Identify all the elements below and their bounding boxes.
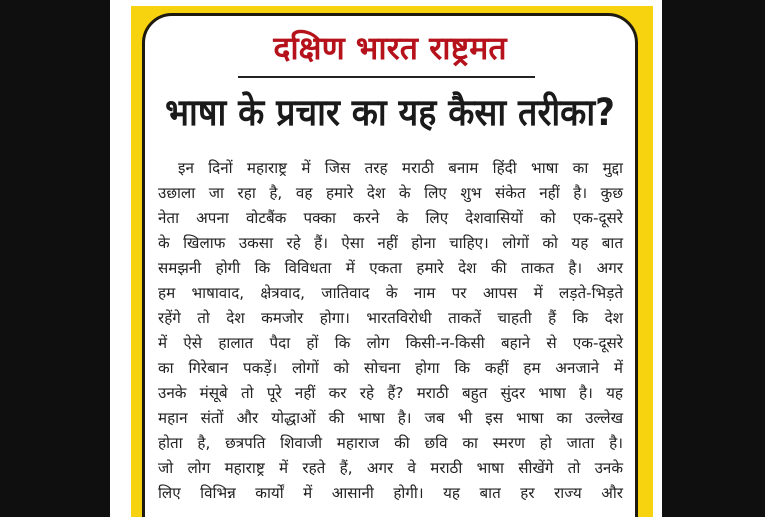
article-card <box>142 13 638 517</box>
body-line: उछाला जा रहा है, वह हमारे देश के लिए शुभ संकेत नहीं है। कुछ <box>158 184 623 202</box>
body-line: का गिरेबान पकड़ें। लोगों को सोचना होगा कि कहीं हम अनजाने में <box>158 359 623 377</box>
body-line: के खिलाफ उकसा रहे हैं। ऐसा नहीं होना चाहिए। लोगों को यह बात <box>158 234 623 252</box>
masthead-divider <box>238 76 535 78</box>
body-line: समझनी होगी कि विविधता में एकता हमारे देश की ताकत है। अगर <box>158 259 623 277</box>
body-line: होता है, छत्रपति शिवाजी महाराज की छवि का स्मरण हो जाता है। <box>158 434 623 452</box>
body-line: महान संतों और योद्धाओं की भाषा है। जब भी इस भाषा का उल्लेख <box>158 409 623 427</box>
body-line: में ऐसे हालात पैदा हों कि लोग किसी-न-किसी बहाने से एक-दूसरे <box>158 334 623 352</box>
article-body <box>158 156 623 506</box>
body-line: उनके मंसूबे तो पूरे नहीं कर रहे हैं? मराठी बहुत सुंदर भाषा है। यह <box>158 384 623 402</box>
body-line: इन दिनों महाराष्ट्र में जिस तरह मराठी बनाम हिंदी भाषा का मुद्दा <box>178 159 623 177</box>
body-line: जो लोग महाराष्ट्र में रहते हैं, अगर वे मराठी भाषा सीखेंगे तो उनके <box>158 459 623 477</box>
body-line: रहेंगे तो देश कमजोर होगा। भारतविरोधी ताकतें चाहती हैं कि देश <box>158 309 623 327</box>
masthead-title: दक्षिण भारत राष्ट्रमत <box>273 29 507 67</box>
article-headline: भाषा के प्रचार का यह कैसा तरीका? <box>165 91 615 134</box>
body-line: हम भाषावाद, क्षेत्रवाद, जातिवाद के नाम पर आपस में लड़ते-भिड़ते <box>158 284 623 302</box>
body-line: लिए विभिन्न कार्यों में आसानी होगी। यह बात हर राज्य और <box>158 484 623 502</box>
body-line: नेता अपना वोटबैंक पक्का करने के लिए देशवासियों को एक-दूसरे <box>158 209 623 227</box>
